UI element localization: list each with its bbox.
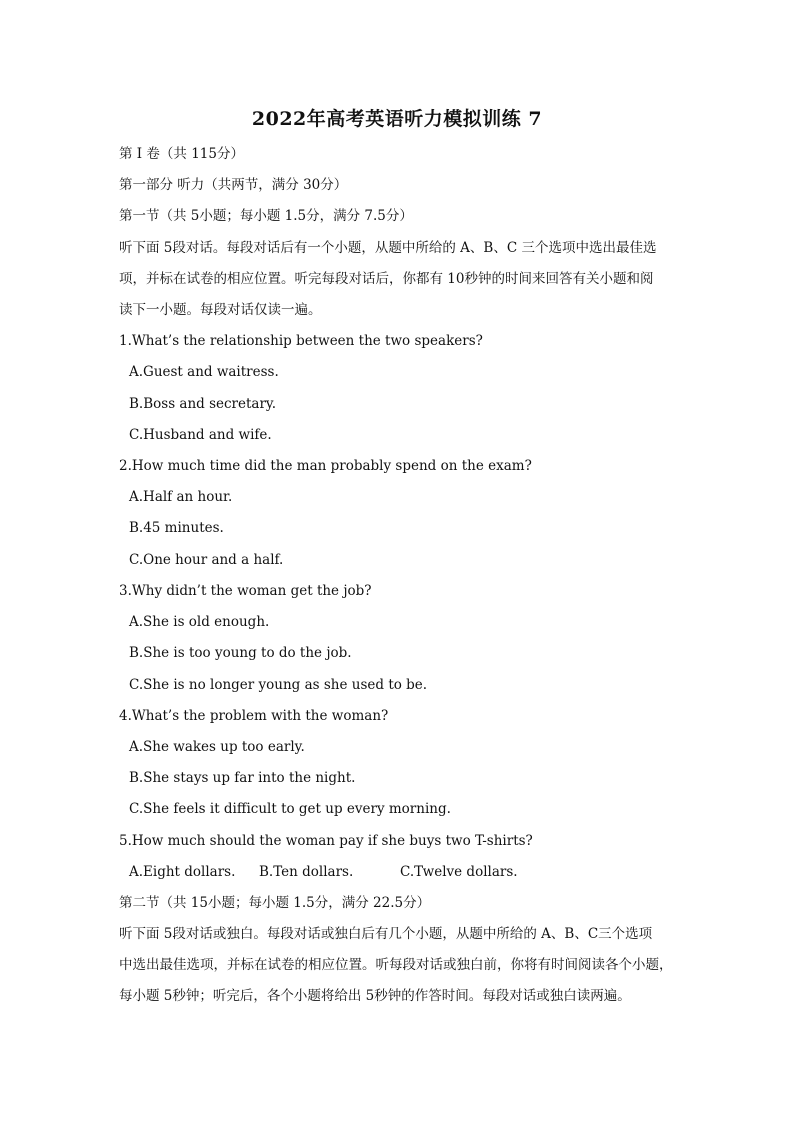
option-2b: B.45 minutes. xyxy=(129,520,224,536)
option-3b: B.She is too young to do the job. xyxy=(129,645,352,661)
option-3a: A.She is old enough. xyxy=(129,614,270,630)
question-1: 1.What’s the relationship between the two speakers? xyxy=(119,333,483,349)
instruction-line: 每小题 5秒钟；听完后，各个小题将给出 5秒钟的作答时间。每段对话或独白读两遍。 xyxy=(119,988,631,1004)
option-5a: A.Eight dollars. xyxy=(129,864,236,880)
instruction-line: 中选出最佳选项，并标在试卷的相应位置。听每段对话或独白前，你将有时间阅读各个小题， xyxy=(119,957,673,973)
question-3: 3.Why didn’t the woman get the job? xyxy=(119,583,372,599)
volume-heading: 第 I 卷（共 115分） xyxy=(119,146,244,162)
option-1c: C.Husband and wife. xyxy=(129,427,272,443)
part-heading: 第一部分 听力（共两节，满分 30分） xyxy=(119,177,348,193)
option-4a: A.She wakes up too early. xyxy=(129,739,305,755)
section1-heading: 第一节（共 5小题；每小题 1.5分，满分 7.5分） xyxy=(119,208,413,224)
option-3c: C.She is no longer young as she used to be. xyxy=(129,677,428,693)
section2-heading: 第二节（共 15小题；每小题 1.5分，满分 22.5分） xyxy=(119,895,431,911)
section1-instructions xyxy=(119,233,679,326)
instruction-line: 听下面 5段对话。每段对话后有一个小题，从题中所给的 A、B、C 三个选项中选出最佳选 xyxy=(119,240,657,256)
option-2a: A.Half an hour. xyxy=(129,489,233,505)
instruction-line: 听下面 5段对话或独白。每段对话或独白后有几个小题，从题中所给的 A、B、C三个选项 xyxy=(119,926,653,942)
option-1b: B.Boss and secretary. xyxy=(129,396,277,412)
option-5b: B.Ten dollars. xyxy=(259,864,354,880)
section2-instructions xyxy=(119,919,679,1012)
option-1a: A.Guest and waitress. xyxy=(129,364,279,380)
option-5c: C.Twelve dollars. xyxy=(400,864,518,880)
question-5-options xyxy=(129,863,549,881)
option-4b: B.She stays up far into the night. xyxy=(129,770,356,786)
instruction-line: 项，并标在试卷的相应位置。听完每段对话后，你都有 10秒钟的时间来回答有关小题和阅 xyxy=(119,271,654,287)
option-2c: C.One hour and a half. xyxy=(129,552,284,568)
question-4: 4.What’s the problem with the woman? xyxy=(119,708,389,724)
page-title: 2022年高考英语听力模拟训练 7 xyxy=(251,108,543,130)
question-5: 5.How much should the woman pay if she buys two T-shirts? xyxy=(119,833,533,849)
option-4c: C.She feels it difficult to get up every morning. xyxy=(129,801,451,817)
question-2: 2.How much time did the man probably spend on the exam? xyxy=(119,458,532,474)
instruction-line: 读下一小题。每段对话仅读一遍。 xyxy=(119,302,322,318)
